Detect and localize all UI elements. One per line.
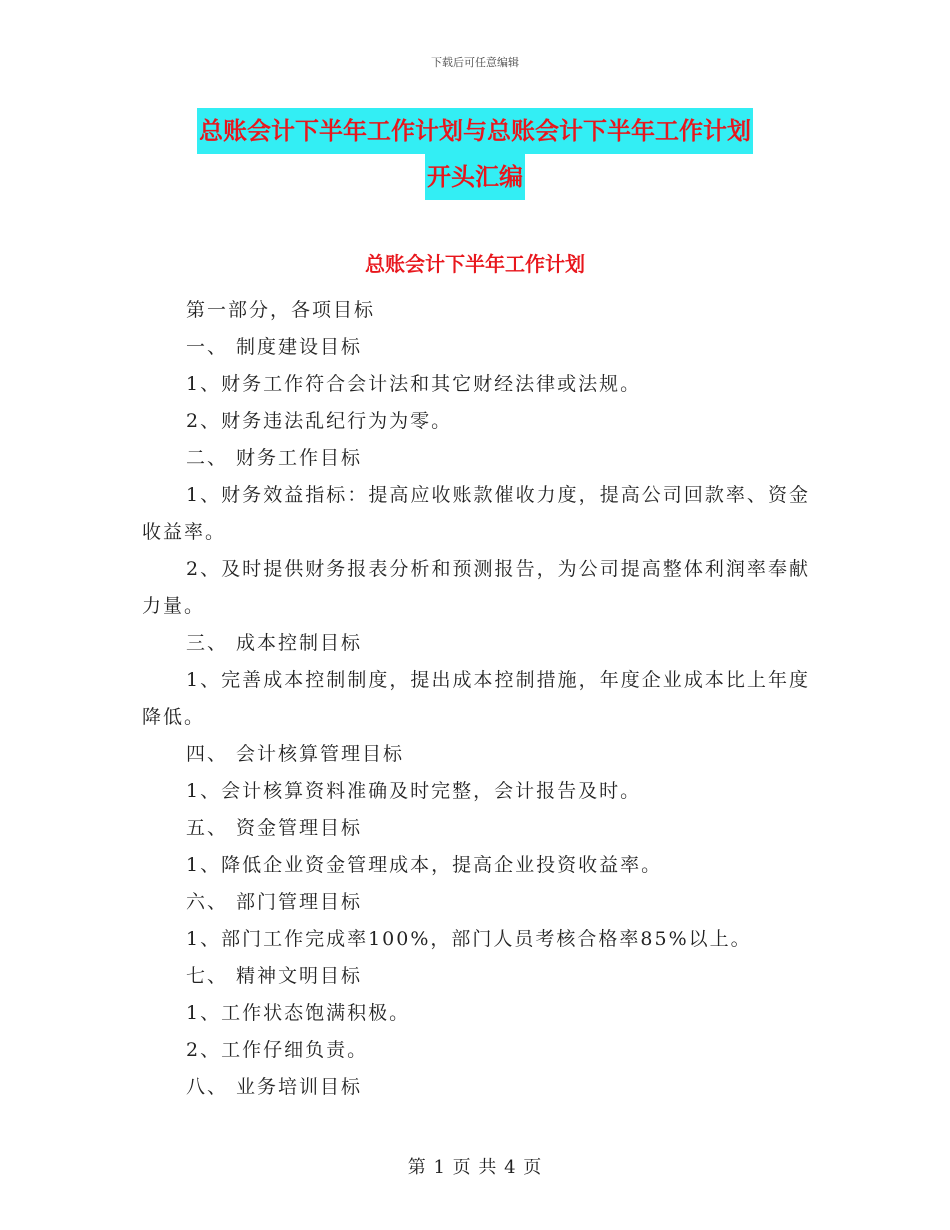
paragraph: 四、 会计核算管理目标: [186, 743, 405, 765]
document-body: [142, 292, 810, 1106]
paragraph: 2、及时提供财务报表分析和预测报告，为公司提高整体利润率奉献力量。: [142, 558, 810, 617]
paragraph: 八、 业务培训目标: [186, 1076, 363, 1098]
page-footer: 第 1 页 共 4 页: [407, 1157, 543, 1178]
paragraph: 2、工作仔细负责。: [186, 1039, 369, 1061]
paragraph: 1、财务工作符合会计法和其它财经法律或法规。: [186, 373, 642, 395]
paragraph: 2、财务违法乱纪行为为零。: [186, 410, 453, 432]
paragraph: 二、 财务工作目标: [186, 447, 363, 469]
paragraph: 六、 部门管理目标: [186, 891, 363, 913]
paragraph: 七、 精神文明目标: [186, 965, 363, 987]
paragraph: 1、完善成本控制制度，提出成本控制措施，年度企业成本比上年度降低。: [142, 669, 810, 728]
paragraph: 第一部分，各项目标: [186, 299, 376, 321]
document-title-line-1: 总账会计下半年工作计划与总账会计下半年工作计划: [197, 108, 753, 154]
paragraph: 1、工作状态饱满积极。: [186, 1002, 411, 1024]
paragraph: 1、会计核算资料准确及时完整，会计报告及时。: [186, 780, 642, 802]
document-title: [140, 108, 810, 200]
paragraph: 1、部门工作完成率100%，部门人员考核合格率85%以上。: [186, 928, 752, 950]
paragraph: 1、财务效益指标：提高应收账款催收力度，提高公司回款率、资金收益率。: [142, 484, 810, 543]
section-title: 总账会计下半年工作计划: [365, 252, 585, 276]
header-note: 下载后可任意编辑: [431, 56, 519, 69]
paragraph: 三、 成本控制目标: [186, 632, 363, 654]
document-title-line-2: 开头汇编: [425, 154, 525, 200]
paragraph: 1、降低企业资金管理成本，提高企业投资收益率。: [186, 854, 663, 876]
paragraph: 一、 制度建设目标: [186, 336, 363, 358]
paragraph: 五、 资金管理目标: [186, 817, 363, 839]
